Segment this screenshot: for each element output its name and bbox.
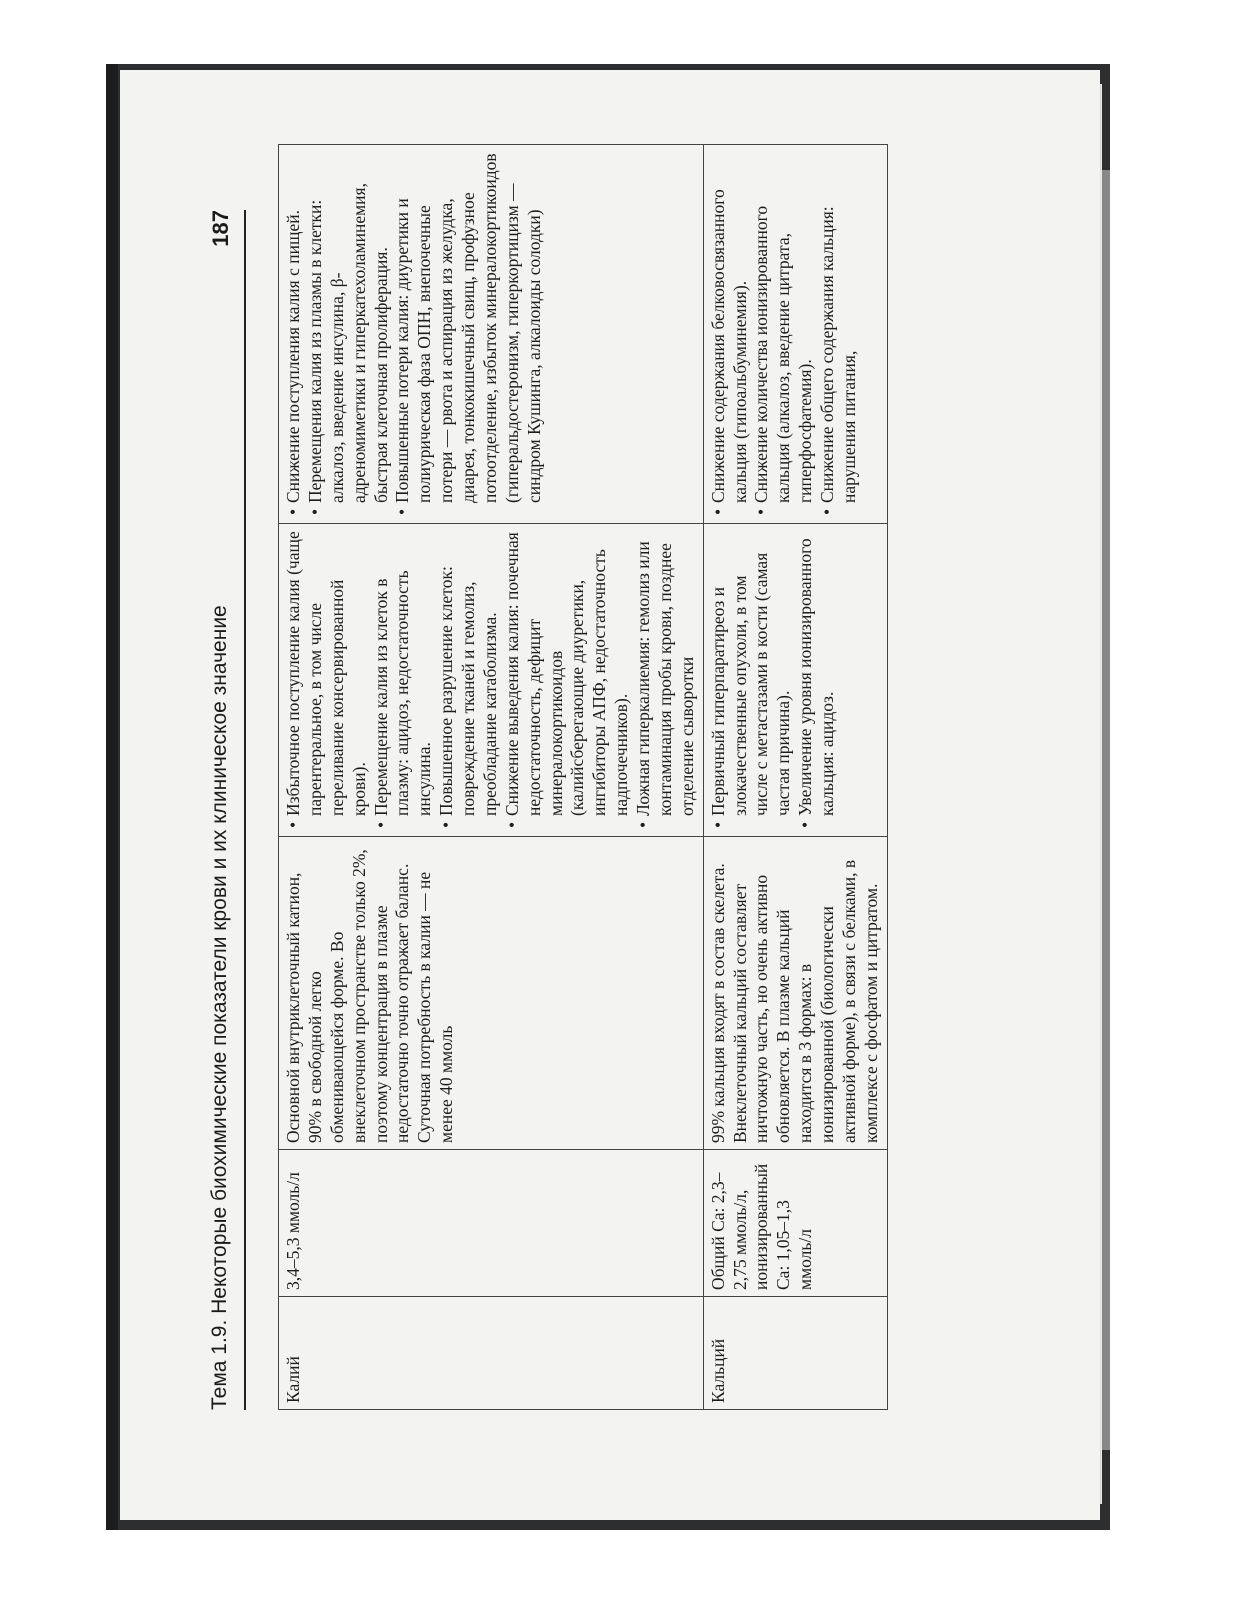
list-item: • Снижение поступления калия с пищей. <box>283 151 305 503</box>
list-item: • Снижение общего содержания кальция: нарушения питания, <box>817 151 861 503</box>
page-number: 187 <box>208 210 233 247</box>
indicator-description: Основной внутриклеточный катион, 90% в свободной легко обменивающейся форме. Во внеклеточном пространстве только 2%, поэтому концентрация в плазме недостаточно точно отражает баланс. Суточная потребность в калии — не менее 40 ммоль <box>279 837 704 1150</box>
list-item: • Ложная гиперкалиемия: гемолиз или контаминация пробы крови, позднее отделение сыворотки <box>633 530 699 816</box>
list-item: • Снижение содержания белковосвязанного кальция (гипоальбуминемия). <box>708 151 752 503</box>
list-item: • Перемещение калия из клеток в плазму: ацидоз, недостаточность инсулина. <box>371 530 437 816</box>
reference-value: 3,4–5,3 ммоль/л <box>279 1150 704 1297</box>
list-item: • Повышенные потери калия: диуретики и полиурическая фаза ОПН, внепочечные потери — рвота и аспирация из желудка, диарея, тонкокишечный свищ, профузное потоотделение, избыток минералокортикоидов (гиперальдостеронизм, гиперкортицизм — синдром Кушинга, алкалоиды солодки) <box>392 151 545 503</box>
desk-surface <box>106 64 118 1530</box>
reference-table <box>278 144 888 1410</box>
header-title: Тема 1.9. Некоторые биохимические показатели крови и их клиническое значение <box>208 605 231 1410</box>
indicator-name: Кальций <box>703 1297 887 1410</box>
increase-causes <box>703 524 887 837</box>
page-bottom-shading <box>924 170 1110 1450</box>
list-item: • Снижение выведения калия: почечная недостаточность, дефицит минералокортикоидов (калийсберегающие диуретики, ингибиторы АПФ, недостаточность надпочечников). <box>502 530 633 816</box>
reference-value: Общий Са: 2,3–2,75 ммоль/л, ионизированный Са: 1,05–1,3 ммоль/л <box>703 1150 887 1297</box>
indicator-description: 99% кальция входят в состав скелета. Внеклеточный кальций составляет ничтожную часть, но очень активно обновляется. В плазме кальций находится в 3 формах: в ионизированной (биологически активной форме), в связи с белками, в комплексе с фосфатом и цитратом. <box>703 837 887 1150</box>
list-item: • Повышенное разрушение клеток: повреждение тканей и гемолиз, преобладание катаболизма. <box>436 530 502 816</box>
indicator-name: Калий <box>279 1297 704 1410</box>
decrease-causes <box>703 145 887 524</box>
table-row <box>703 145 887 1410</box>
list-item: • Первичный гиперпаратиреоз и злокачественные опухоли, в том числе с метастазами в кости (самая частая причина). <box>708 530 796 816</box>
list-item: • Снижение количества ионизированного кальция (алкалоз, введение цитрата, гиперфосфатемия). <box>751 151 817 503</box>
book-page <box>120 70 1100 1520</box>
decrease-causes <box>279 145 704 524</box>
photo-background <box>106 64 1110 1530</box>
running-header <box>204 210 246 1410</box>
table-row <box>279 145 704 1410</box>
rotated-page-content <box>184 153 1110 1450</box>
list-item: • Перемещения калия из плазмы в клетки: алкалоз, введение инсулина, β-адреномиметики и гиперкатехоламинемия, быстрая клеточная пролиферация. <box>305 151 393 503</box>
increase-causes <box>279 524 704 837</box>
list-item: • Избыточное поступление калия (чаще парентеральное, в том числе переливание консервированной крови). <box>283 530 371 816</box>
list-item: • Увеличение уровня ионизированного кальция: ацидоз. <box>795 530 839 816</box>
